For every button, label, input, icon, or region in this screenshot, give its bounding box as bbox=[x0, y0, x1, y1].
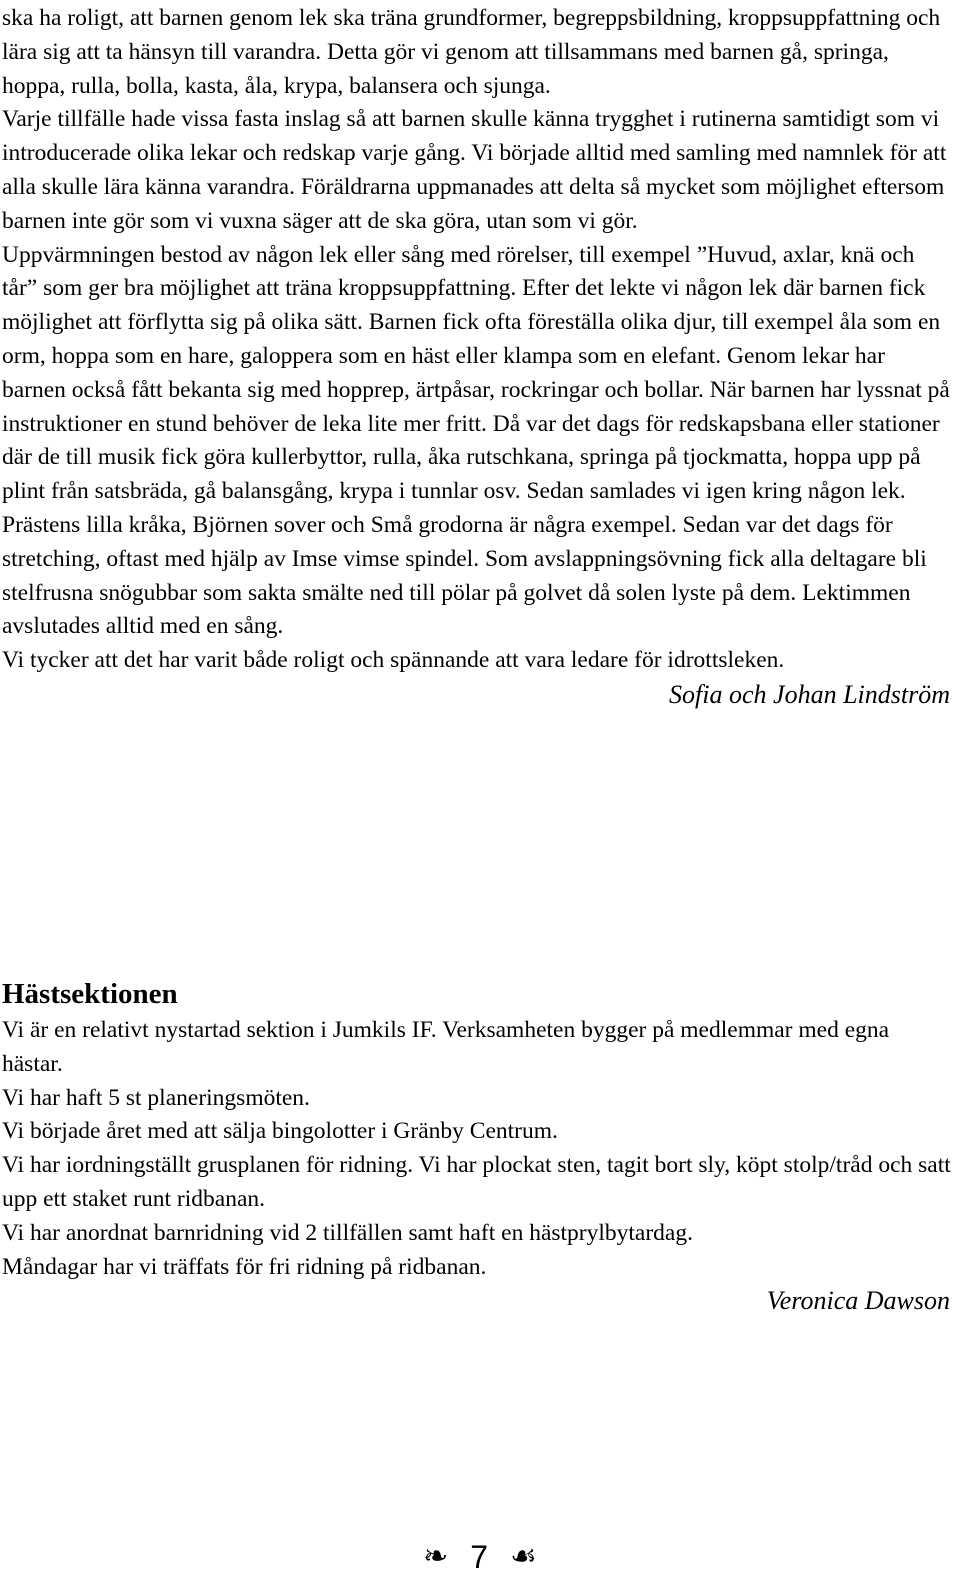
gymnastics-report-section bbox=[2, 2, 954, 711]
gymnastics-paragraph-3: Uppvärmningen bestod av någon lek eller sång med rörelser, till exempel ”Huvud, axlar, knä och tår” som ger bra möjlighet att träna kroppsuppfattning. Efter det lekte vi någon lek där barnen fick möjlighet att förflytta sig på olika sätt. Barnen fick ofta föreställa olika djur, till exempel åla som en orm, hoppa som en hare, galoppera som en häst eller klampa som en elefant. Genom lekar har barnen också fått bekanta sig med hopprep, ärtpåsar, rockringar och bollar. När barnen har lyssnat på instruktioner en stund behöver de leka lite mer fritt. Då var det dags för redskapsbana eller stationer där de till musik fick göra kullerbyttor, rulla, åka rutschkana, springa på tjockmatta, hoppa upp på plint från satsbräda, gå balansgång, krypa i tunnlar osv. Sedan samlades vi igen kring någon lek. Prästens lilla kråka, Björnen sover och Små grodorna är några exempel. Sedan var det dags för stretching, oftast med hjälp av Imse vimse spindel. Som avslappningsövning fick alla deltagare bli stelfrusna snögubbar som sakta smälte ned till pölar på golvet då solen lyste på dem. Lektimmen avslutades alltid med en sång. bbox=[2, 241, 950, 640]
horse-line-3: Vi började året med att sälja bingolotter i Gränby Centrum. bbox=[2, 1118, 558, 1145]
horse-section bbox=[2, 976, 954, 1317]
gymnastics-signature: Sofia och Johan Lindström bbox=[669, 679, 950, 709]
horse-line-5: Vi har anordnat barnridning vid 2 tillfällen samt haft en hästprylbytardag. bbox=[2, 1219, 693, 1246]
horse-line-1: Vi är en relativt nystartad sektion i Jumkils IF. Verksamheten bygger på medlemmar med egna hästar. bbox=[2, 1017, 890, 1077]
horse-line-6: Måndagar har vi träffats för fri ridning på ridbanan. bbox=[2, 1253, 487, 1280]
horse-line-4: Vi har iordningställt grusplanen för ridning. Vi har plockat sten, tagit bort sly, köpt stolp/tråd och satt upp ett staket runt ridbanan. bbox=[2, 1152, 951, 1212]
horse-signature: Veronica Dawson bbox=[766, 1286, 950, 1316]
page-footer bbox=[0, 1532, 960, 1582]
gymnastics-paragraph-1: ska ha roligt, att barnen genom lek ska träna grundformer, begreppsbildning, kroppsuppfattning och lära sig att ta hänsyn till varandra. Detta gör vi genom att tillsammans med barnen gå, springa, hoppa, rulla, bolla, kasta, åla, krypa, balansera och sjunga. bbox=[2, 5, 941, 99]
page-number: 7 bbox=[470, 1539, 489, 1575]
gymnastics-paragraph-2: Varje tillfälle hade vissa fasta inslag så att barnen skulle känna trygghet i rutinerna samtidigt som vi introducerade olika lekar och redskap varje gång. Vi började alltid med samling med namnlek för att alla skulle lära känna varandra. Föräldrarna uppmanades att delta så mycket som möjlighet eftersom barnen inte gör som vi vuxna säger att de ska göra, utan som vi gör. bbox=[2, 106, 947, 234]
right-floral-ornament-icon: ☙ bbox=[510, 1539, 537, 1574]
horse-line-2: Vi har haft 5 st planeringsmöten. bbox=[2, 1084, 310, 1111]
horse-section-heading: Hästsektionen bbox=[2, 978, 178, 1010]
left-floral-ornament-icon: ❧ bbox=[423, 1539, 449, 1574]
gymnastics-paragraph-4: Vi tycker att det har varit både roligt och spännande att vara ledare för idrottsleken. bbox=[2, 647, 785, 674]
